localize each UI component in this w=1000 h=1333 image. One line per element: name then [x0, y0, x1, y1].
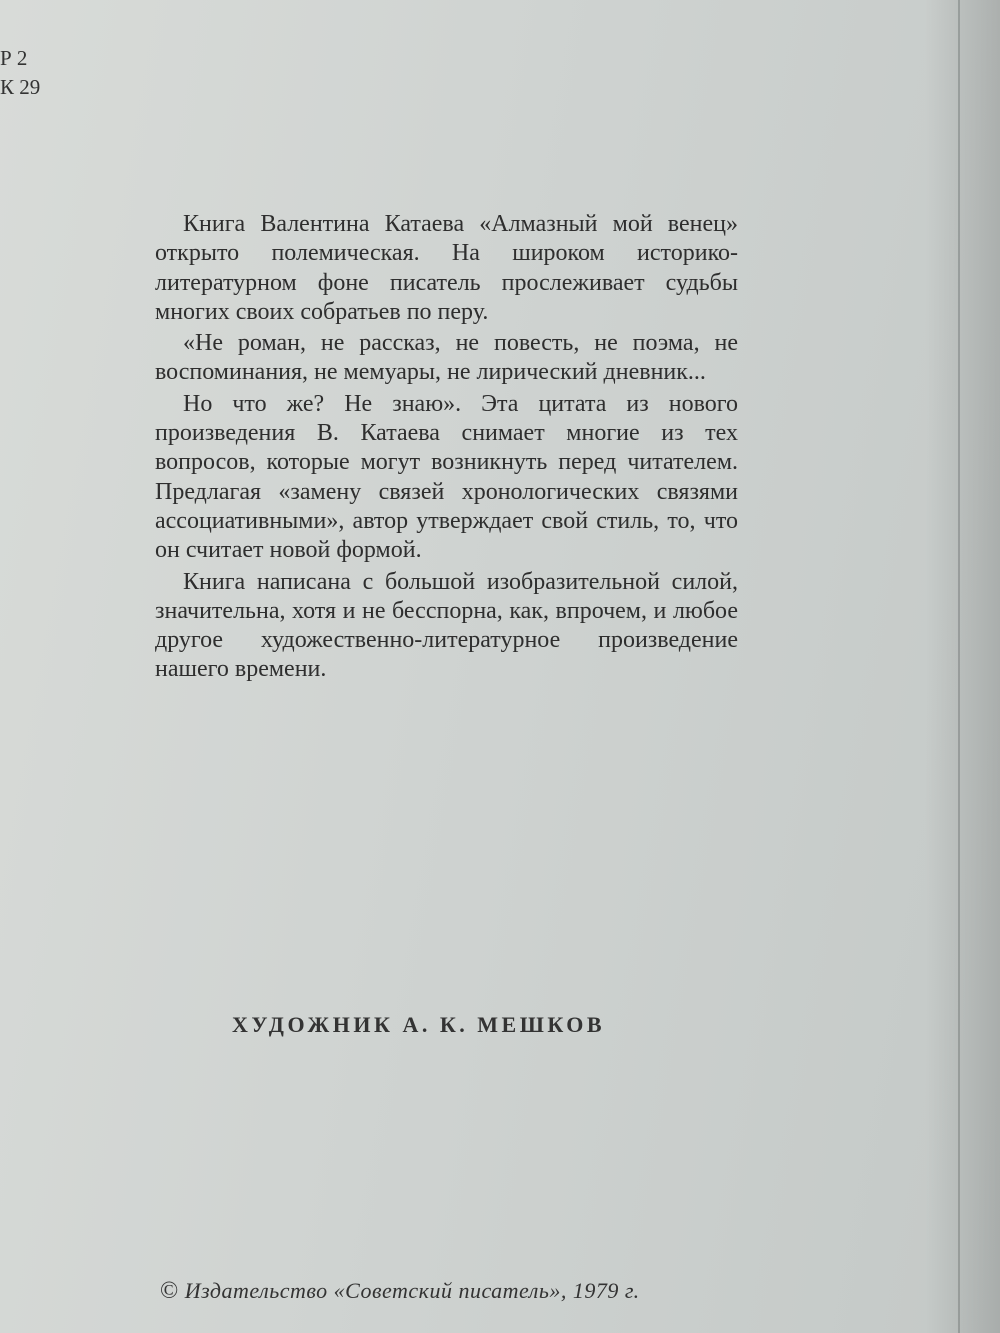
annotation-paragraph-1: Книга Валентина Катаева «Алмазный мой венец» открыто полемическая. На широком историко-литературном фоне писатель прослеживает судьбы многих своих собратьев по перу.	[155, 211, 738, 325]
copyright-line	[160, 1278, 640, 1305]
bbk-index	[0, 44, 40, 102]
copyright-text: Издательство «Советский писатель», 1979 г.	[184, 1278, 640, 1303]
annotation-paragraph-2: «Не роман, не рассказ, не повесть, не поэма, не воспоминания, не мемуары, не лирический дневник...	[155, 330, 738, 386]
copyright-icon: ©	[160, 1278, 179, 1304]
artist-credit: ХУДОЖНИК А. К. МЕШКОВ	[232, 1012, 606, 1037]
book-annotation	[155, 210, 738, 687]
page-edge	[958, 0, 960, 1333]
bbk-code-2: К 29	[0, 75, 41, 99]
page-shadow	[925, 0, 1000, 1333]
annotation-paragraph-4: Книга написана с большой изобразительной силой, значительна, хотя и не бесспорна, как, впрочем, и любое другое художественно-литературное произведение нашего времени.	[155, 568, 738, 683]
annotation-paragraph-3: Но что же? Не знаю». Эта цитата из нового произведения В. Катаева снимает многие из тех вопросов, которые могут возникнуть перед читателем. Предлагая «замену связей хронологических связями ассоциативными», автор утверждает свой стиль, то, что он считает новой формой.	[155, 390, 738, 564]
bbk-code-1: Р 2	[0, 46, 28, 70]
